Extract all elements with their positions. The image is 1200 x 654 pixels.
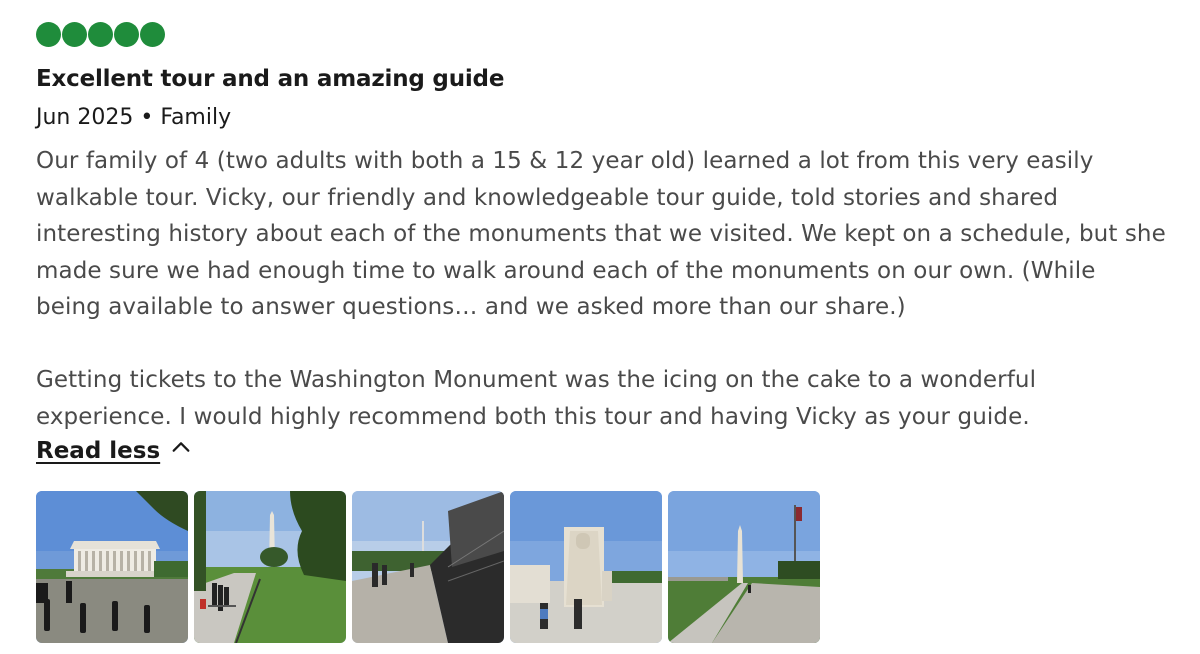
chevron-up-icon — [170, 434, 192, 468]
washington-monument-plaza-photo[interactable] — [668, 491, 820, 643]
rating-bubble — [114, 22, 139, 47]
rating-bubble — [140, 22, 165, 47]
rating-bubble — [88, 22, 113, 47]
review-photos — [36, 491, 820, 643]
review-title: Excellent tour and an amazing guide — [36, 66, 505, 92]
rating-bubble — [62, 22, 87, 47]
review-meta: Jun 2025 • Family — [36, 105, 232, 130]
rating-bubble — [36, 22, 61, 47]
rating-bubbles — [36, 22, 1166, 48]
vietnam-memorial-wall-photo[interactable] — [352, 491, 504, 643]
washington-monument-path-photo[interactable] — [194, 491, 346, 643]
review-card — [36, 22, 1166, 468]
read-less-label: Read less — [36, 438, 161, 464]
read-less-button[interactable] — [36, 434, 192, 468]
lincoln-memorial-photo[interactable] — [36, 491, 188, 643]
review-body: Our family of 4 (two adults with both a 15 & 12 year old) learned a lot from this very easily walkable tour. Vicky, our friendly and knowledgeable tour guide, told stories and shared interesting history about each of the monuments that we visited. We kept on a schedule, but she made sure we had enough time to walk around each of the monuments on our own. (While being available to answer questions… and we asked more than our share.) Getting tickets to the Washington Monument was the icing on the cake to a wonderful experience. I would highly recommend both this tour and having Vicky as your guide. — [36, 148, 1166, 430]
mlk-memorial-photo[interactable] — [510, 491, 662, 643]
